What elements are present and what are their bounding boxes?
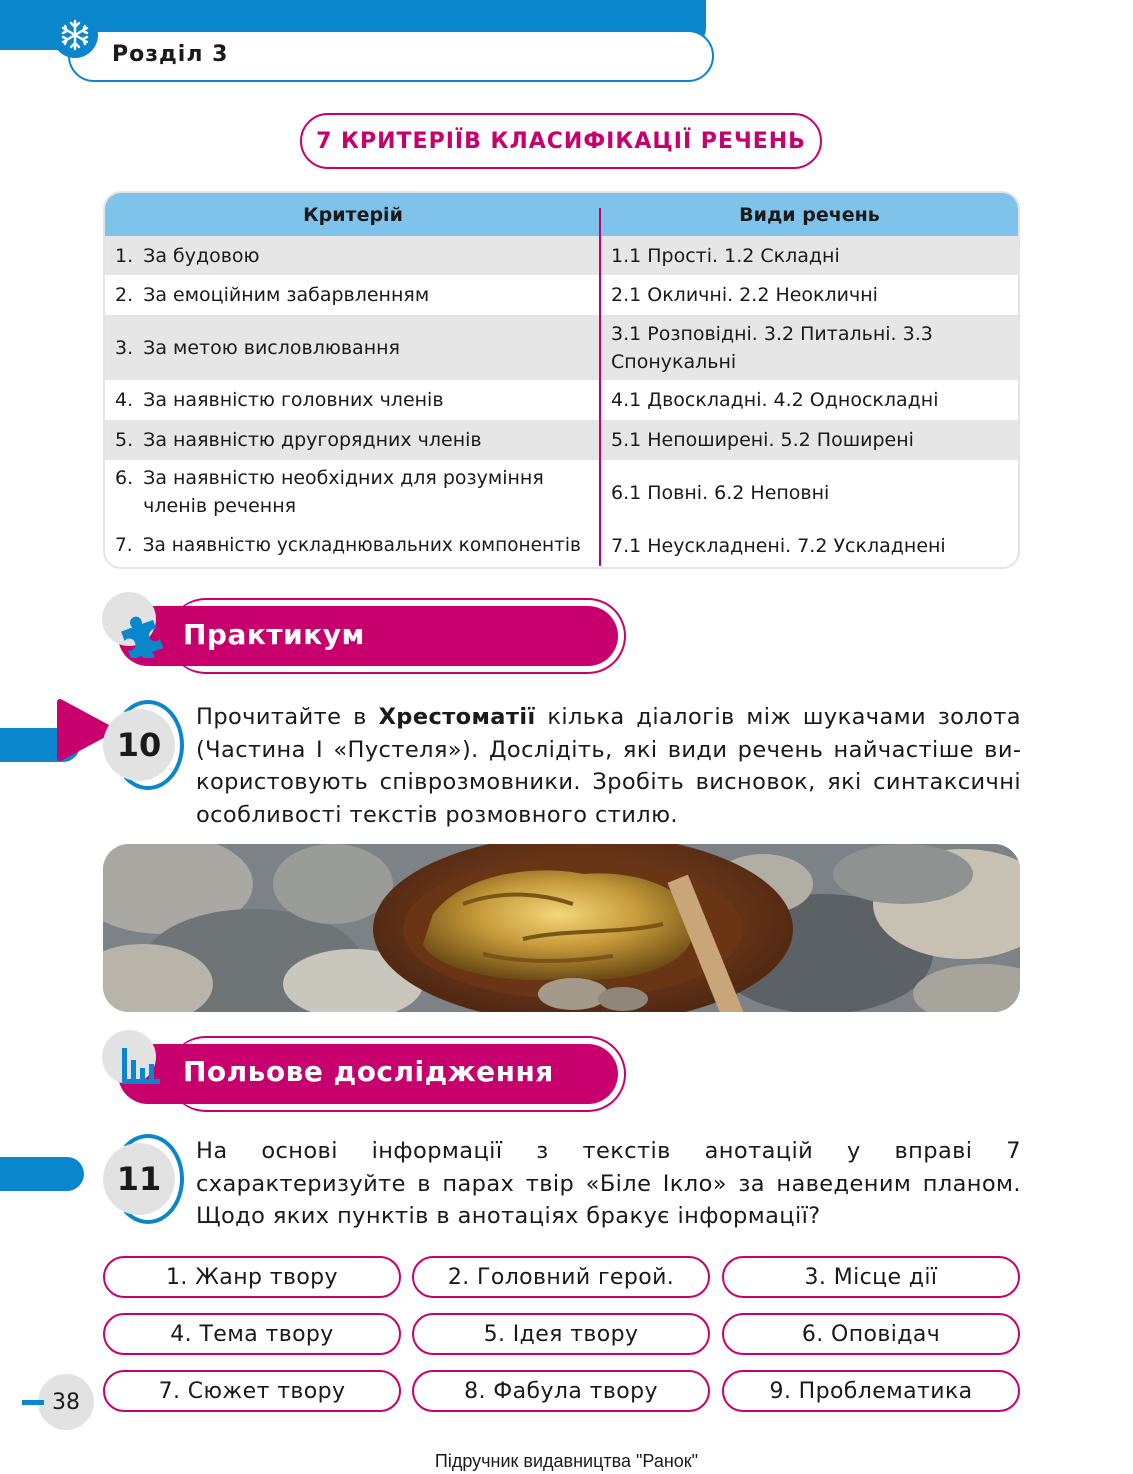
table-row <box>105 275 1018 315</box>
row-types: 6.1 Повні. 6.2 Неповні <box>611 481 830 504</box>
row-num: 1. <box>115 244 134 267</box>
row-criterion: За будовою <box>143 244 260 267</box>
table-title: 7 КРИТЕРІЇВ КЛАСИФІКАЦІЇ РЕЧЕНЬ <box>300 113 822 169</box>
table-row <box>105 380 1018 420</box>
section-title: Польове дослідження <box>183 1055 554 1088</box>
gold-nugget-photo <box>103 844 1020 1012</box>
criteria-table <box>103 191 1020 569</box>
bar-chart-icon <box>120 1046 162 1086</box>
row-types: 1.1 Прості. 1.2 Складні <box>611 244 840 267</box>
row-num: 7. <box>115 535 133 556</box>
header-types: Види речень <box>739 203 880 226</box>
exercise-text-bold: Хрестоматії <box>378 704 536 730</box>
table-row <box>105 420 1018 460</box>
exercise-text <box>196 701 1021 831</box>
plan-item: 2. Головний герой. <box>412 1256 710 1298</box>
footer-text: Підручник видавництва "Ранок" <box>434 1451 699 1471</box>
table-row <box>105 460 1018 525</box>
row-criterion: За наявністю ускладнювальних компонентів <box>142 535 581 556</box>
puzzle-icon <box>118 610 170 658</box>
row-num: 5. <box>115 429 134 451</box>
plan-item: 7. Сюжет твору <box>103 1370 401 1412</box>
exercise-text-part: кілька діалогів між шукачами золота (Частина І «Пустеля»). Дослідіть, які види речень найчастіше використовують співрозмовники. Зробіть висновок, які синтаксичні особливості текстів розмовного стилю. <box>196 704 1021 828</box>
header-criterion: Критерій <box>303 203 403 226</box>
table-divider <box>599 208 601 566</box>
row-criterion: За наявністю головних членів <box>143 389 444 411</box>
row-criterion: За метою висловлювання <box>143 336 400 359</box>
row-types: 3.1 Розповідні. 3.2 Питальні. 3.3 Спонукальні <box>611 322 933 373</box>
table-header <box>105 193 1018 236</box>
row-types: 5.1 Непоширені. 5.2 Поширені <box>611 429 914 451</box>
exercise-text: На основі інформації з текстів анотацій у вправі 7 схарактеризуйте в парах твір «Біле Ікло» за наведеним планом. Щодо яких пунктів в анотаціях бракує інформації? <box>196 1138 1021 1229</box>
row-types: 7.1 Неускладнені. 7.2 Ускладнені <box>611 535 946 557</box>
table-row <box>105 315 1018 380</box>
exercise-number: 11 <box>103 1143 175 1215</box>
plan-item: 3. Місце дії <box>722 1256 1020 1298</box>
exercise-number: 10 <box>103 709 175 781</box>
page-number-dash <box>22 1400 44 1405</box>
row-types: 4.1 Двоскладні. 4.2 Односкладні <box>611 389 939 411</box>
table-row <box>105 525 1018 567</box>
exercise-text-part: Прочитайте в <box>196 704 379 730</box>
plan-item: 4. Тема твору <box>103 1313 401 1355</box>
section-title: Практикум <box>183 618 365 651</box>
table-row <box>105 236 1018 275</box>
snowflake-icon <box>52 12 98 58</box>
row-types: 2.1 Окличні. 2.2 Неокличні <box>611 284 878 306</box>
plan-item: 8. Фабула твору <box>412 1370 710 1412</box>
row-criterion: За наявністю другорядних членів <box>143 429 482 451</box>
header-icon-circle <box>52 12 98 58</box>
plan-item: 5. Ідея твору <box>412 1313 710 1355</box>
exercise-tab <box>0 1157 84 1191</box>
row-num: 2. <box>115 284 134 306</box>
row-criterion: За наявністю необхідних для розуміння членів речення <box>143 467 544 517</box>
row-criterion: За емоційним забарвленням <box>143 284 430 306</box>
plan-item: 9. Проблематика <box>722 1370 1020 1412</box>
page-number: 38 <box>38 1374 94 1430</box>
plan-item: 1. Жанр твору <box>103 1256 401 1298</box>
row-num: 4. <box>115 389 134 411</box>
row-num: 3. <box>115 336 134 359</box>
section-label: Розділ 3 <box>112 42 229 67</box>
plan-item: 6. Оповідач <box>722 1313 1020 1355</box>
row-num: 6. <box>115 467 134 489</box>
